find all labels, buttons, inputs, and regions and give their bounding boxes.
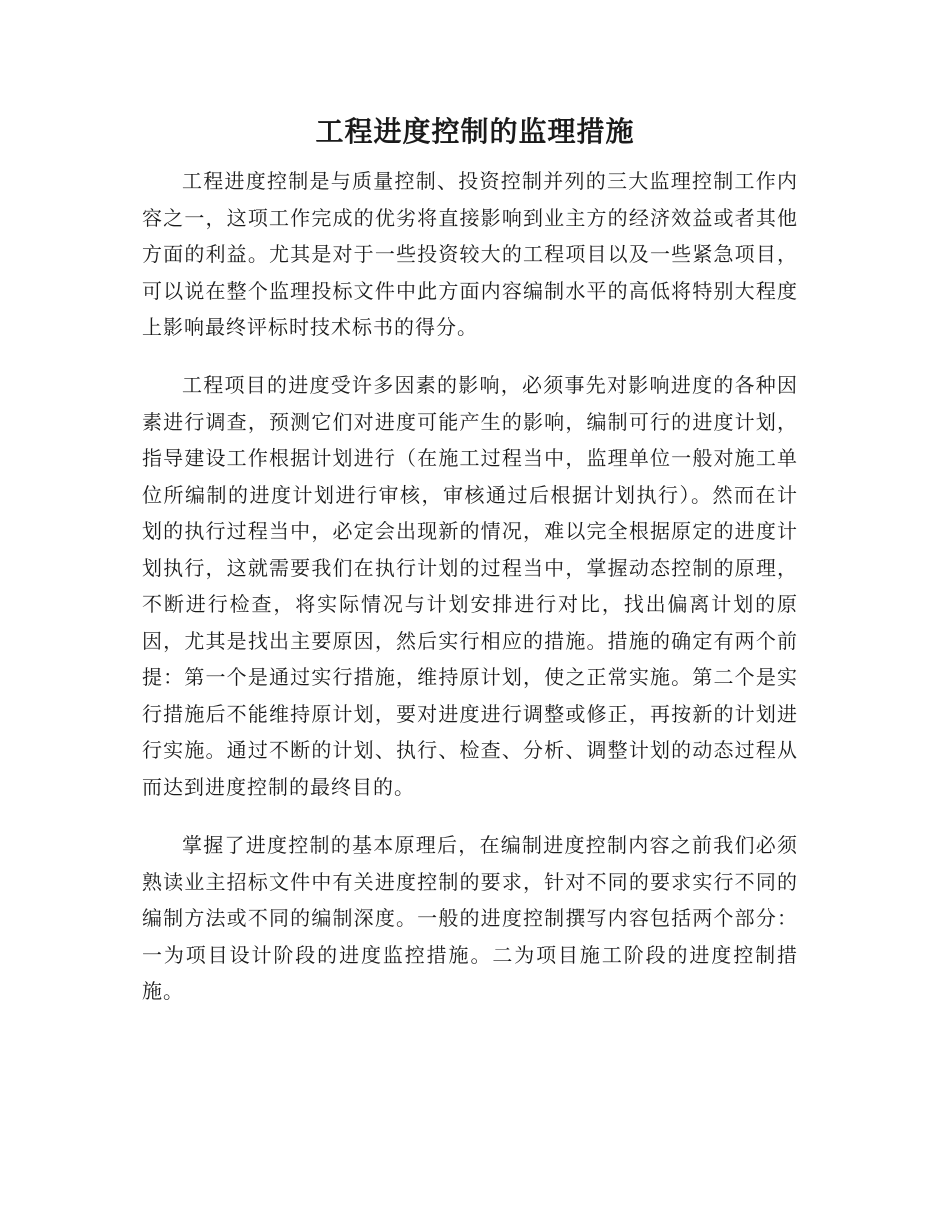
paragraph-1: 工程进度控制是与质量控制、投资控制并列的三大监理控制工作内容之一，这项工作完成的优劣将直接影响到业主方的经济效益或者其他方面的利益。尤其是对于一些投资较大的工程项目以及一些紧急项目，可以说在整个监理投标文件中此方面内容编制水平的高低将特别大程度上影响最终评标时技术标书的得分。 (142, 169, 798, 339)
paragraph-3: 掌握了进度控制的基本原理后，在编制进度控制内容之前我们必须熟读业主招标文件中有关进度控制的要求，针对不同的要求实行不同的编制方法或不同的编制深度。一般的进度控制撰写内容包括两个部分：一为项目设计阶段的进度监控措施。二为项目施工阶段的进度控制措施。 (142, 833, 798, 1003)
paragraph-2: 工程项目的进度受许多因素的影响，必须事先对影响进度的各种因素进行调查，预测它们对进度可能产生的影响，编制可行的进度计划，指导建设工作根据计划进行（在施工过程当中，监理单位一般对施工单位所编制的进度计划进行审核，审核通过后根据计划执行）。然而在计划的执行过程当中，必定会出现新的情况，难以完全根据原定的进度计划执行，这就需要我们在执行计划的过程当中，掌握动态控制的原理，不断进行检查，将实际情况与计划安排进行对比，找出偏离计划的原因，尤其是找出主要原因，然后实行相应的措施。措施的确定有两个前提：第一个是通过实行措施，维持原计划，使之正常实施。第二个是实行措施后不能维持原计划，要对进度进行调整或修正，再按新的计划进行实施。通过不断的计划、执行、检查、分析、调整计划的动态过程从而达到进度控制的最终目的。 (142, 373, 798, 799)
document-title: 工程进度控制的监理措施 (315, 115, 635, 148)
